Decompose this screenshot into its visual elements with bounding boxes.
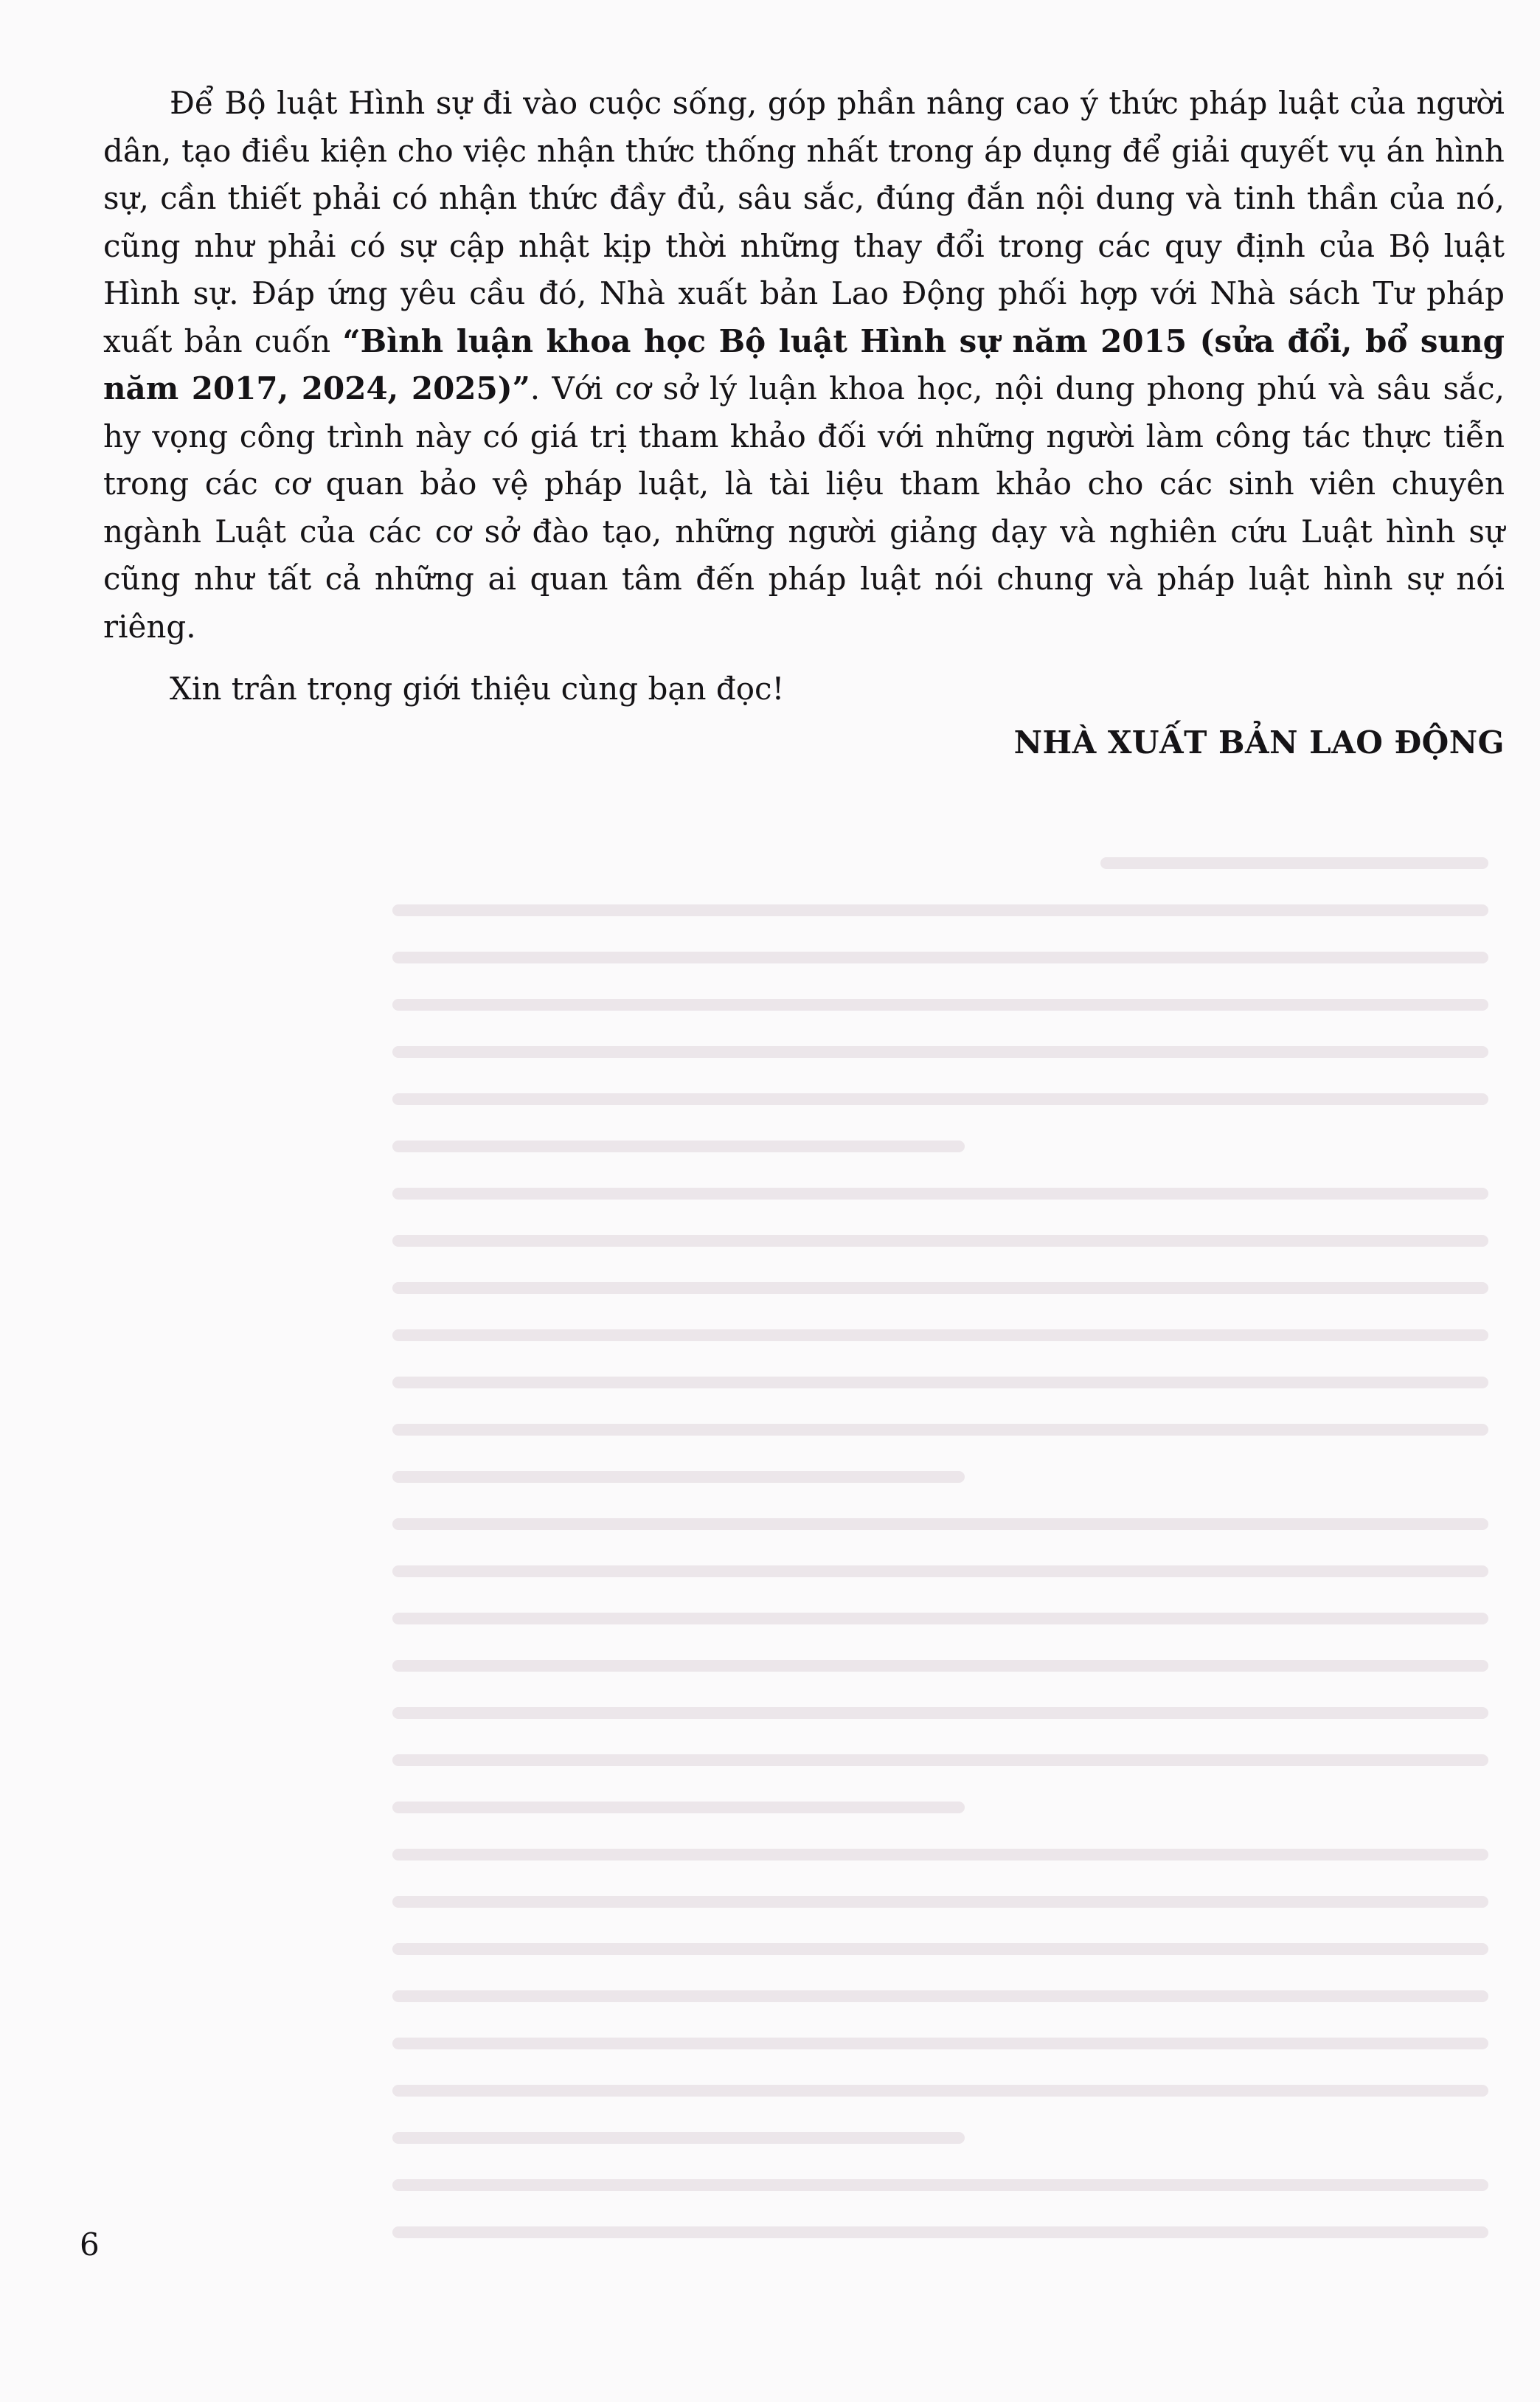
intro-paragraph xyxy=(103,80,1505,651)
intro-text-part-1: Để Bộ luật Hình sự đi vào cuộc sống, góp phần nâng cao ý thức pháp luật của người dân, tạo điều kiện cho việc nhận thức thống nhất trong áp dụng để giải quyết vụ án hình sự, cần thiết phải có nhận thức đầy đủ, sâu sắc, đúng đắn nội dung và tinh thần của nó, cũng như phải có sự cập nhật kịp thời những thay đổi trong các quy định của Bộ luật Hình sự. Đáp ứng yêu cầu đó, Nhà xuất bản Lao Động phối hợp với Nhà sách Tư pháp xuất bản cuốn xyxy=(103,85,1505,359)
page-content xyxy=(103,80,1505,766)
book-title: “Bình luận khoa học Bộ luật Hình sự năm 2015 (sửa đổi, bổ sung năm 2017, 2024, 2025)” xyxy=(103,322,1505,406)
page-number: 6 xyxy=(80,2226,100,2263)
intro-text-part-2: . Với cơ sở lý luận khoa học, nội dung phong phú và sâu sắc, hy vọng công trình này có giá trị tham khảo đối với những người làm công tác thực tiễn trong các cơ quan bảo vệ pháp luật, là tài liệu tham khảo cho các sinh viên chuyên ngành Luật của các cơ sở đào tạo, những người giảng dạy và nghiên cứu Luật hình sự cũng như tất cả những ai quan tâm đến pháp luật nói chung và pháp luật hình sự nói riêng. xyxy=(103,370,1505,645)
publisher-signature: NHÀ XUẤT BẢN LAO ĐỘNG xyxy=(1013,724,1505,761)
closing-line: Xin trân trọng giới thiệu cùng bạn đọc! xyxy=(170,671,785,707)
